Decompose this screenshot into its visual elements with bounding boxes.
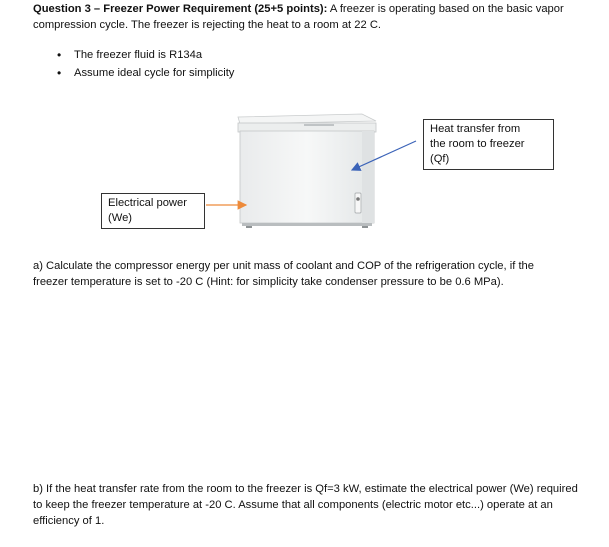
power-callout-line: (We) — [108, 212, 133, 224]
question-body: A freezer is operating based on the basic vapor compression cycle. The freezer is rejecting the heat to a room at 22 C. — [33, 3, 564, 31]
heat-transfer-callout — [423, 119, 554, 170]
electrical-power-callout — [101, 193, 205, 229]
part-a-question: a) Calculate the compressor energy per unit mass of coolant and COP of the refrigeration cycle, if the freezer temperature is set to -20 C (Hint: for simplicity take condenser pressure to be 0.6 MPa). — [33, 260, 534, 288]
heat-callout-line: the room to freezer — [430, 138, 525, 150]
heat-callout-line: Heat transfer from — [430, 123, 521, 135]
question-title: Question 3 – Freezer Power Requirement (25+5 points): — [33, 3, 328, 15]
part-b-question: b) If the heat transfer rate from the room to the freezer is Qf=3 kW, estimate the electrical power (We) required to keep the freezer temperature at -20 C. Assume that all components (electric motor etc...) operate at an efficiency of 1. — [33, 483, 578, 527]
bullet-text: The freezer fluid is R134a — [74, 49, 203, 61]
chest-freezer-image — [238, 114, 376, 228]
bullet-icon: • — [57, 66, 62, 80]
bullet-icon: • — [57, 48, 62, 62]
heat-callout-line: (Qf) — [430, 153, 450, 165]
power-callout-line: Electrical power — [108, 197, 187, 209]
bullet-text: Assume ideal cycle for simplicity — [74, 67, 235, 79]
